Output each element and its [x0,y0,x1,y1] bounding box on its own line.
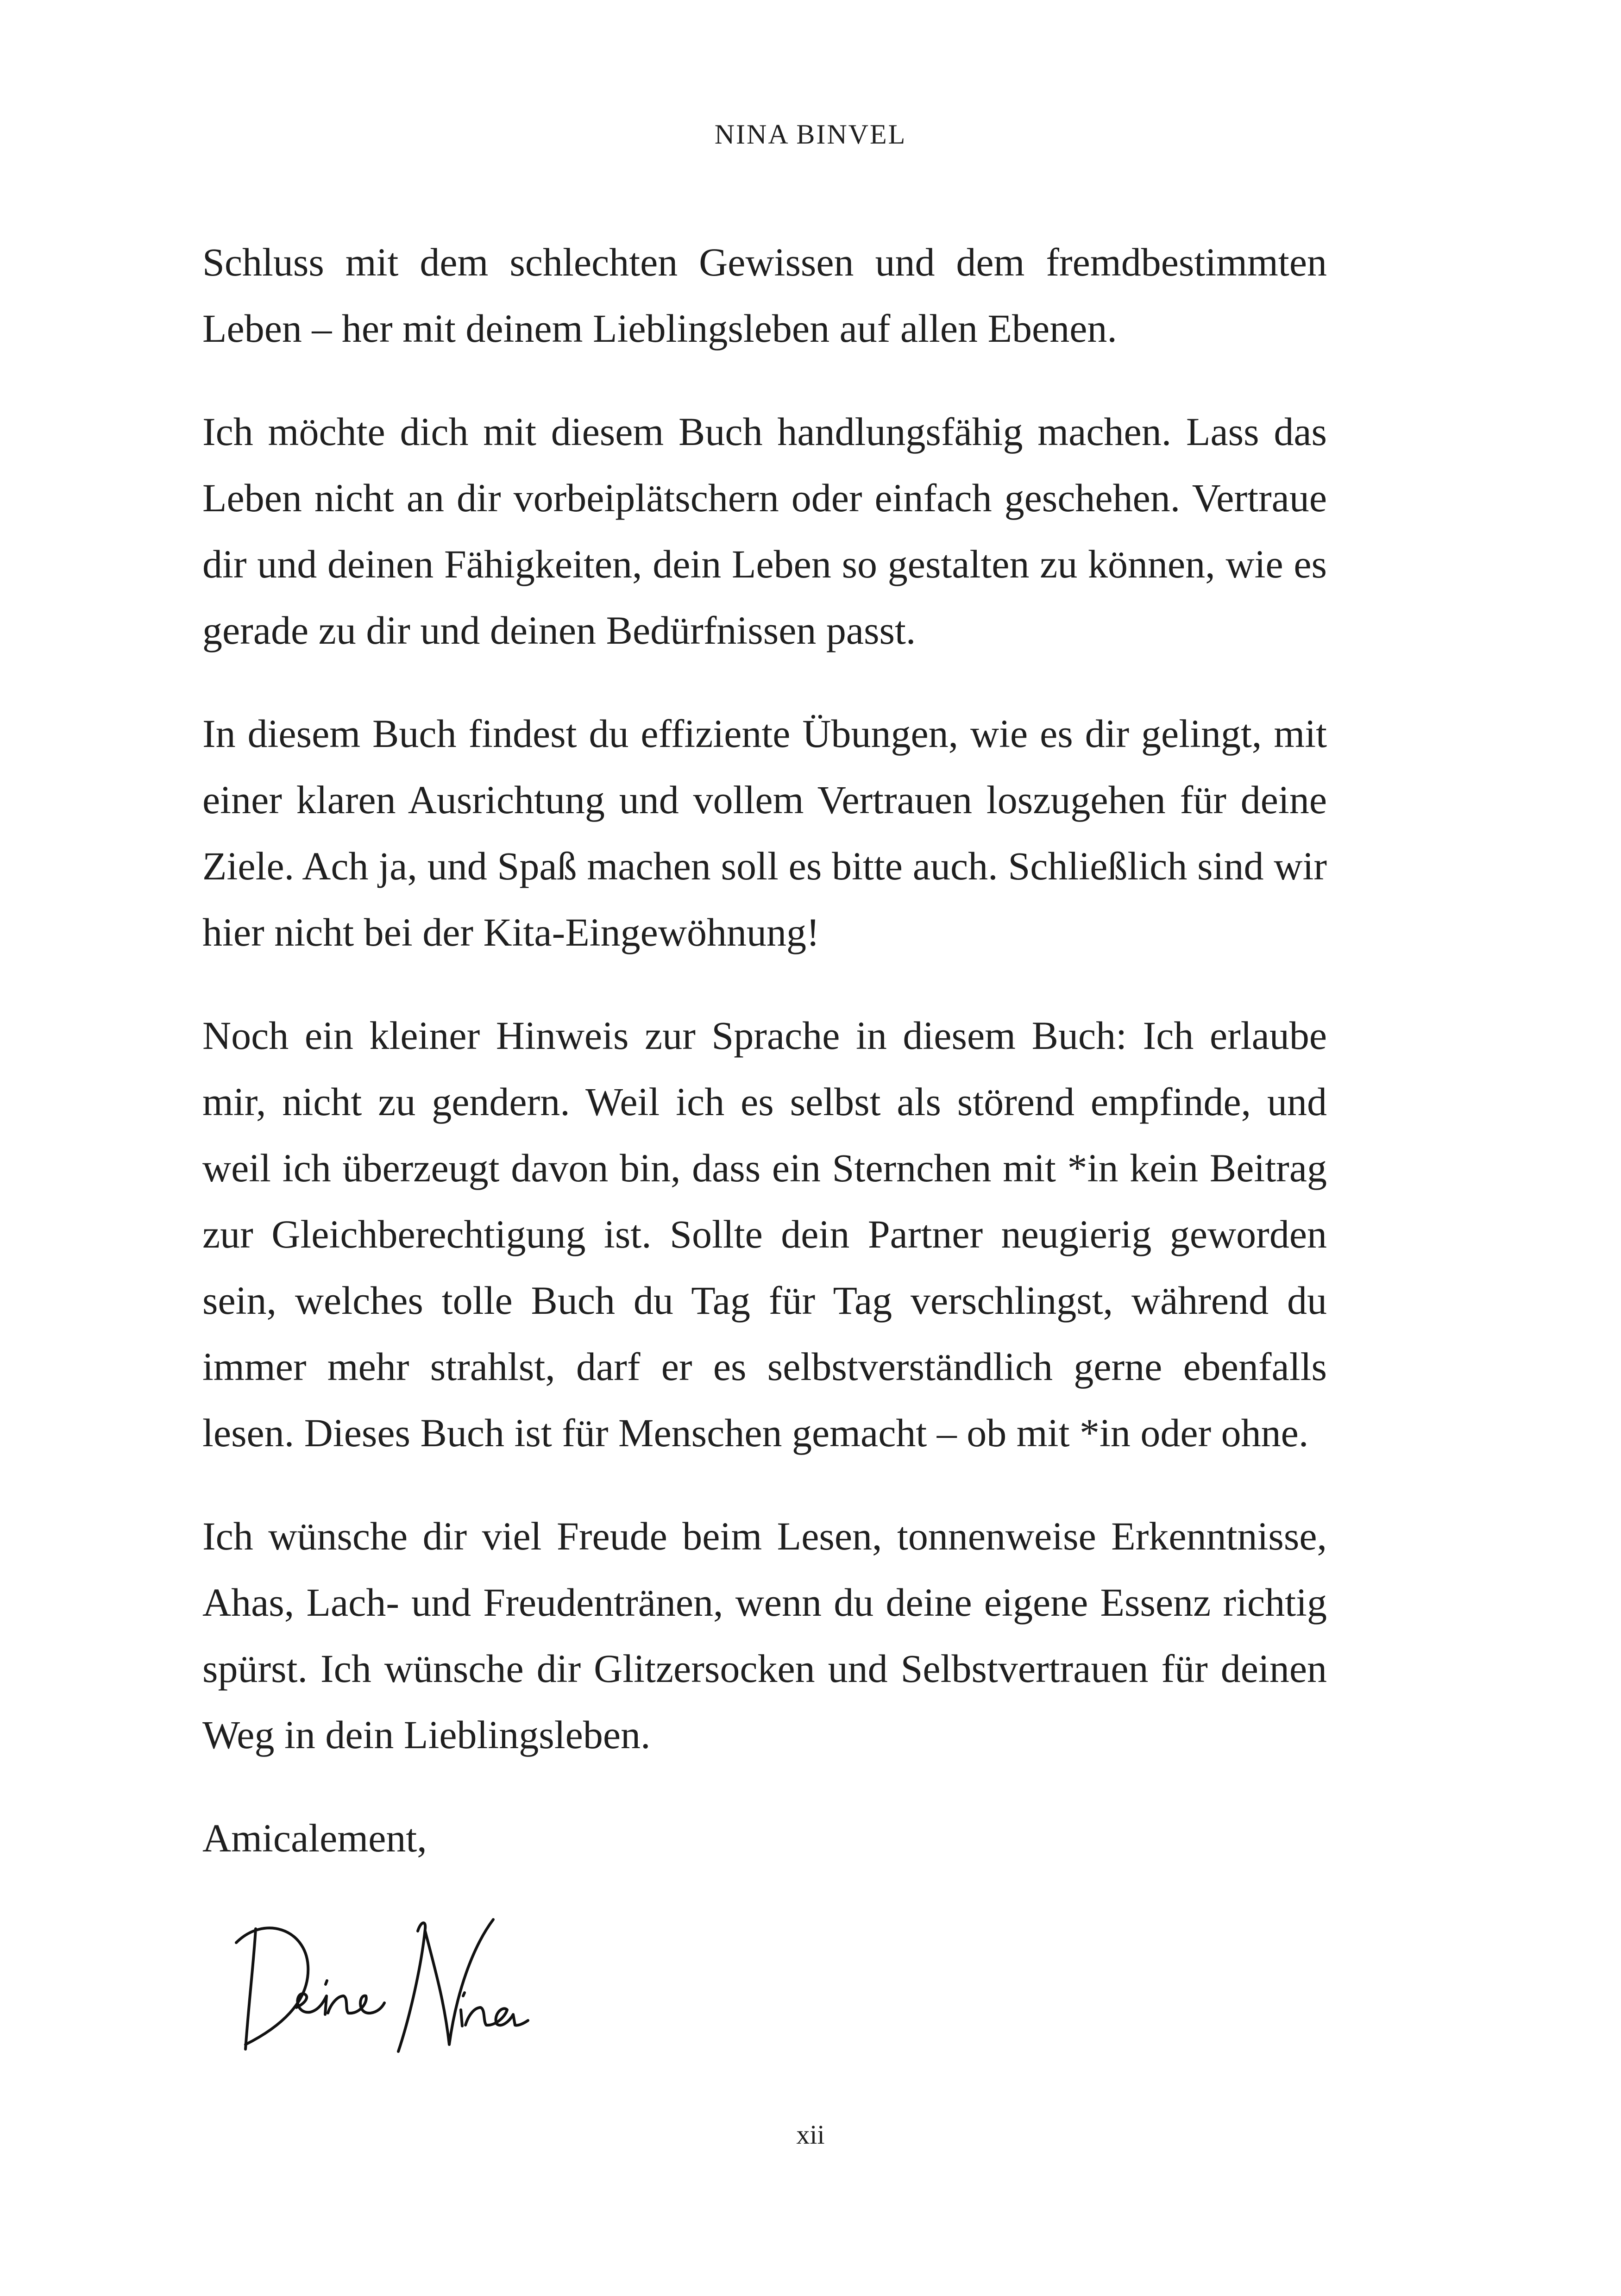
paragraph: Ich wünsche dir viel Freude beim Lesen, tonnenweise Erkenntnisse, Ahas, Lach- und Freudentränen, wenn du deine eigene Essenz richtig spürst. Ich wünsche dir Glitzersocken und Selbstvertrauen für deinen Weg in dein Lieblingsleben. [202,1514,1327,1757]
paragraph: In diesem Buch findest du effiziente Übungen, wie es dir gelingt, mit einer klaren Ausrichtung und vollem Vertrauen loszugehen für deine Ziele. Ach ja, und Spaß machen soll es bitte auch. Schließlich sind wir hier nicht bei der Kita-Eingewöhnung! [202,711,1327,954]
page-number: xii [796,2120,825,2150]
signature-stroke-ina [461,1993,528,2026]
paragraph: Ich möchte dich mit diesem Buch handlungsfähig machen. Lass das Leben nicht an dir vorbeiplätschern oder einfach geschehen. Vertraue dir und deinen Fähigkeiten, dein Leben so gestalten zu können, wie es gerade zu dir und deinen Bedürfnissen passt. [202,409,1327,652]
signature-stroke-n [398,1920,493,2051]
paragraph: Noch ein kleiner Hinweis zur Sprache in diesem Buch: Ich erlaube mir, nicht zu gendern. Weil ich es selbst als störend empfinde, und weil ich überzeugt davon bin, dass ein Sternchen mit *in kein Beitrag zur Gleichberechtigung ist. Sollte dein Partner neugierig geworden sein, welches tolle Buch du Tag für Tag verschlingst, während du immer mehr strahlst, darf er es selbstverständlich gerne ebenfalls lesen. Dieses Buch ist für Menschen gemacht – ob mit *in oder ohne. [202,1013,1327,1455]
paragraph: Schluss mit dem schlechten Gewissen und dem fremdbestimmten Leben – her mit deinem Lieblingsleben auf allen Ebenen. [202,240,1327,351]
body-text [202,229,1327,1871]
signature-stroke-d-stem [245,1929,256,2049]
closing-line: Amicalement, [202,1816,427,1860]
signature-stroke-eine [296,1981,384,2014]
handwritten-signature [227,1910,579,2063]
running-head: NINA BINVEL [714,119,907,150]
